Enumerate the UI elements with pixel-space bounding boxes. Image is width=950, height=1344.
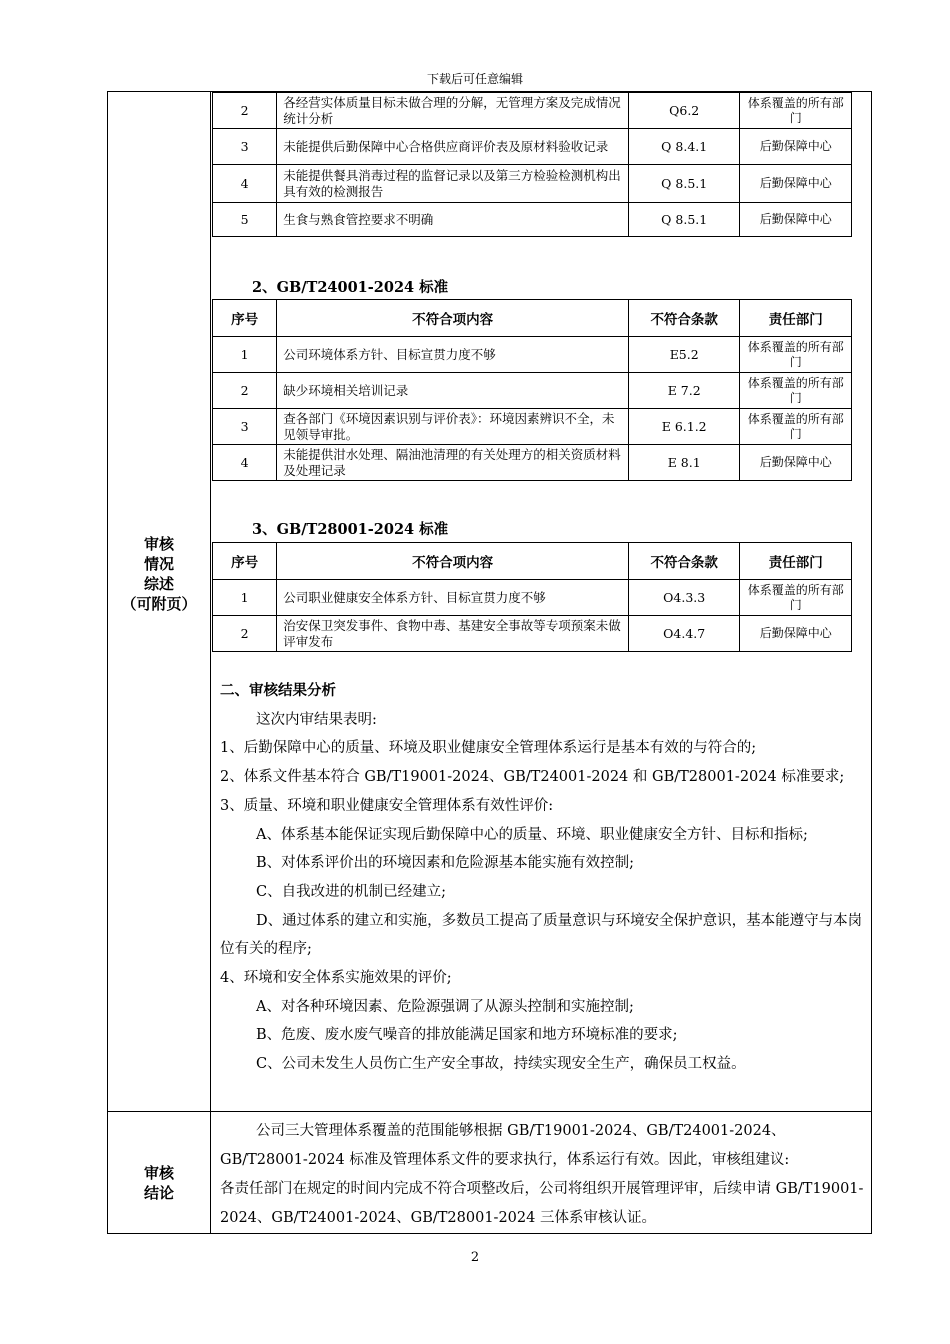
header-content: 不符合项内容	[277, 543, 629, 580]
label-line: 情况	[143, 555, 174, 573]
row-dept: 体系覆盖的所有部门	[740, 580, 852, 616]
paragraph: 公司三大管理体系覆盖的范围能够根据 GB/T19001-2024、GB/T24001-2024、GB/T28001-2024 标准及管理体系文件的要求执行，体系运行有效。因此，审核组建议:	[220, 1123, 790, 1168]
row-content: 未能提供泔水处理、隔油池清理的有关处理方的相关资质材料及处理记录	[277, 445, 629, 481]
row-dept: 后勤保障中心	[740, 129, 852, 165]
label-line: 综述	[143, 575, 174, 593]
row-no: 5	[213, 203, 277, 237]
row-clause: E 7.2	[628, 373, 740, 409]
row-content: 治安保卫突发事件、食物中毒、基建安全事故等专项预案未做评审发布	[277, 616, 629, 652]
row-clause: E5.2	[628, 337, 740, 373]
table-row	[213, 445, 852, 481]
row-dept: 后勤保障中心	[740, 165, 852, 203]
row-dept: 后勤保障中心	[740, 445, 852, 481]
table-row	[213, 165, 852, 203]
paragraph: 这次内审结果表明:	[256, 711, 377, 728]
row-no: 4	[213, 165, 277, 203]
paragraph: 3、质量、环境和职业健康安全管理体系有效性评价:	[220, 797, 554, 814]
table-row	[213, 616, 852, 652]
row-content: 各经营实体质量目标未做合理的分解，无管理方案及完成情况统计分析	[277, 93, 629, 129]
paragraph: 4、环境和安全体系实施效果的评价;	[220, 970, 452, 987]
row-dept: 体系覆盖的所有部门	[740, 93, 852, 129]
paragraph: B、危废、废水废气噪音的排放能满足国家和地方环境标准的要求;	[256, 1027, 678, 1044]
row-divider	[108, 1111, 871, 1112]
row-content: 公司职业健康安全体系方针、目标宣贯力度不够	[277, 580, 629, 616]
header-clause: 不符合条款	[628, 300, 740, 337]
row-no: 2	[213, 93, 277, 129]
table-row	[213, 129, 852, 165]
row-no: 4	[213, 445, 277, 481]
row-no: 2	[213, 616, 277, 652]
row-no: 3	[213, 409, 277, 445]
row-content: 未能提供后勤保障中心合格供应商评价表及原材料验收记录	[277, 129, 629, 165]
row-content: 生食与熟食管控要求不明确	[277, 203, 629, 237]
audit-conclusion-text	[220, 1117, 865, 1233]
row-dept: 体系覆盖的所有部门	[740, 337, 852, 373]
label-line: 结论	[143, 1184, 174, 1202]
label-line: （可附页）	[121, 595, 197, 613]
paragraph: C、公司未发生人员伤亡生产安全事故，持续实现安全生产，确保员工权益。	[256, 1056, 746, 1073]
audit-result-analysis	[220, 677, 865, 1079]
audit-form	[107, 91, 872, 1234]
page-number: 2	[470, 1250, 480, 1265]
row-clause: Q 8.5.1	[628, 165, 740, 203]
row-no: 1	[213, 337, 277, 373]
row-content: 查各部门《环境因素识别与评价表》：环境因素辨识不全，未见领导审批。	[277, 409, 629, 445]
table-row	[213, 580, 852, 616]
row-clause: O4.3.3	[628, 580, 740, 616]
table-row	[213, 93, 852, 129]
paragraph: 各责任部门在规定的时间内完成不符合项整改后，公司将组织开展管理评审，后续申请 GB/T19001-2024、GB/T24001-2024、GB/T28001-2024 三体系审核认证。	[220, 1181, 864, 1226]
row-clause: Q6.2	[628, 93, 740, 129]
row-clause: E 8.1	[628, 445, 740, 481]
paragraph: D、通过体系的建立和实施，多数员工提高了质量意识与环境安全保护意识，基本能遵守与本岗位有关的程序;	[220, 912, 863, 958]
table-header	[213, 543, 852, 580]
paragraph: B、对体系评价出的环境因素和危险源基本能实施有效控制;	[256, 855, 635, 872]
section-3-title: 3、GB/T28001-2024 标准	[252, 521, 449, 538]
header-content: 不符合项内容	[277, 300, 629, 337]
row-dept: 体系覆盖的所有部门	[740, 409, 852, 445]
row-no: 1	[213, 580, 277, 616]
row-content: 未能提供餐具消毒过程的监督记录以及第三方检验检测机构出具有效的检测报告	[277, 165, 629, 203]
row-no: 3	[213, 129, 277, 165]
ohs-nonconformity-table	[212, 542, 852, 652]
row-dept: 后勤保障中心	[740, 203, 852, 237]
environment-nonconformity-table	[212, 299, 852, 481]
header-no: 序号	[213, 300, 277, 337]
column-divider	[210, 92, 211, 1233]
paragraph: 2、体系文件基本符合 GB/T19001-2024、GB/T24001-2024 和 GB/T28001-2024 标准要求;	[220, 769, 845, 786]
header-dept: 责任部门	[740, 543, 852, 580]
row-clause: E 6.1.2	[628, 409, 740, 445]
table-header	[213, 300, 852, 337]
row-dept: 后勤保障中心	[740, 616, 852, 652]
section-2-title: 2、GB/T24001-2024 标准	[252, 279, 449, 296]
label-line: 审核	[143, 535, 174, 553]
audit-summary-label	[108, 534, 210, 614]
paragraph: C、自我改进的机制已经建立;	[256, 883, 446, 900]
download-note: 下载后可任意编辑	[426, 72, 523, 86]
table-row	[213, 203, 852, 237]
table-row	[213, 409, 852, 445]
paragraph: 1、后勤保障中心的质量、环境及职业健康安全管理体系运行是基本有效的与符合的;	[220, 740, 757, 757]
table-row	[213, 373, 852, 409]
table-row	[213, 337, 852, 373]
row-clause: Q 8.5.1	[628, 203, 740, 237]
row-dept: 体系覆盖的所有部门	[740, 373, 852, 409]
audit-conclusion-label	[108, 1163, 210, 1203]
row-clause: O4.4.7	[628, 616, 740, 652]
quality-nonconformity-table	[212, 92, 852, 237]
paragraph: A、对各种环境因素、危险源强调了从源头控制和实施控制;	[256, 998, 634, 1015]
paragraph: A、体系基本能保证实现后勤保障中心的质量、环境、职业健康安全方针、目标和指标;	[256, 826, 808, 843]
row-content: 公司环境体系方针、目标宣贯力度不够	[277, 337, 629, 373]
header-dept: 责任部门	[740, 300, 852, 337]
label-line: 审核	[143, 1164, 174, 1182]
analysis-title: 二、审核结果分析	[220, 682, 336, 699]
header-no: 序号	[213, 543, 277, 580]
header-clause: 不符合条款	[628, 543, 740, 580]
row-content: 缺少环境相关培训记录	[277, 373, 629, 409]
row-clause: Q 8.4.1	[628, 129, 740, 165]
row-no: 2	[213, 373, 277, 409]
